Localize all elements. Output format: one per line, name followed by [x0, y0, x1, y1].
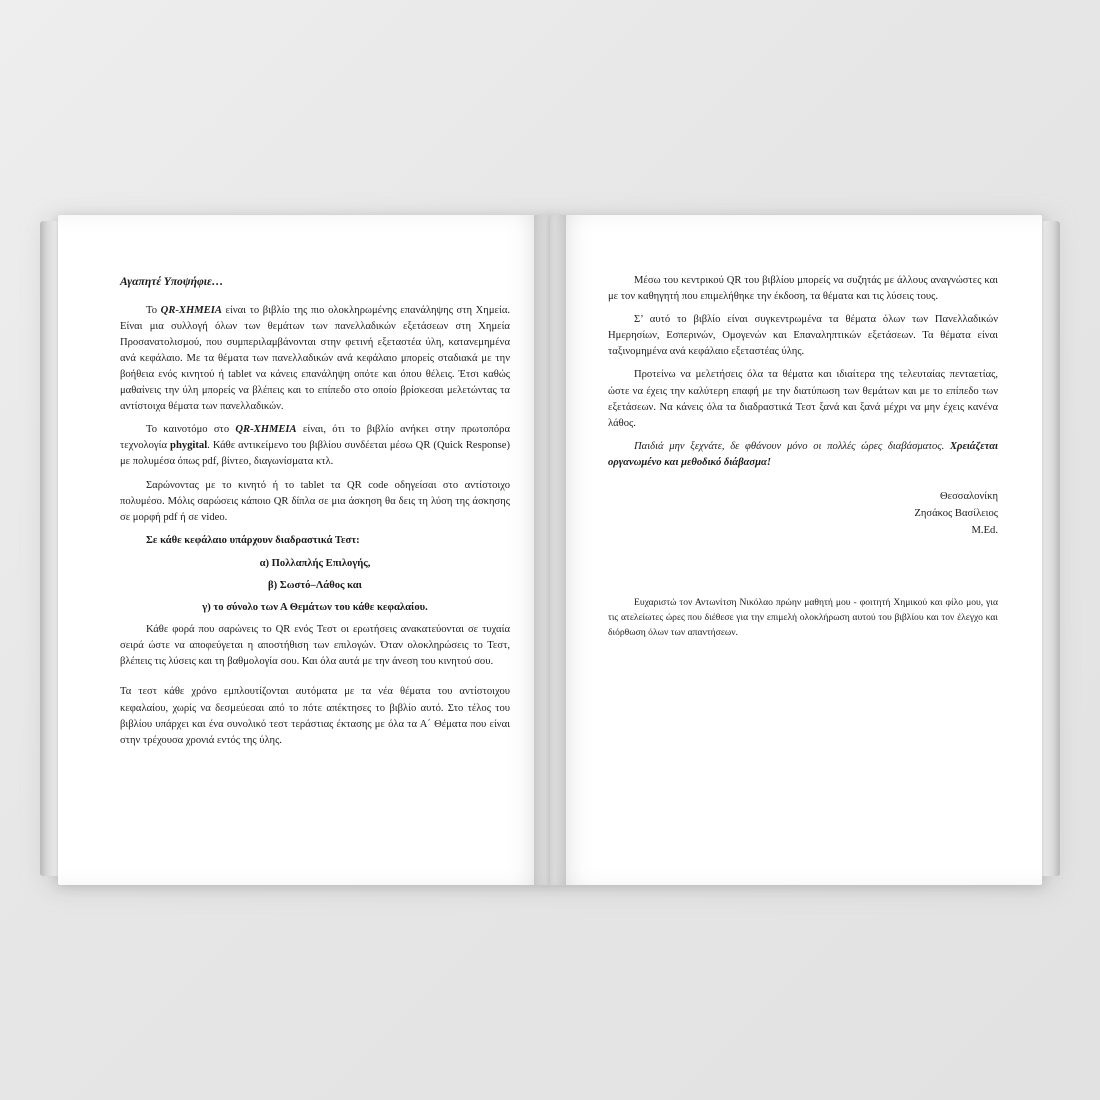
paragraph-5: [120, 684, 510, 748]
r4-run-1: Χρειάζεται οργανωμένο και μεθοδικό διάβασμα!: [608, 440, 998, 468]
p2-run-4: . Κάθε αντικείμενο του βιβλίου συνδέεται μέσω QR (Quick Response) με πολυμέσα όπως pdf, βίντεο, διαγωνίσματα κτλ.: [120, 440, 510, 468]
p4-run-0: Κάθε φορά που σαρώνεις το QR ενός Τεστ οι ερωτήσεις ανακατεύονται σε τυχαία σειρά ώστε να αποφεύγεται η αποστήθιση των επιλογών. Όταν ολοκληρώσεις το Τεστ, βλέπεις τις λύσεις και τη βαθμολογία σου. Και όλα αυτά με την άνεση του κινητού σου.: [120, 624, 510, 668]
signature-title: M.Ed.: [971, 524, 998, 536]
left-page-text-column: [120, 273, 510, 756]
r1-run-0: Μέσω του κεντρικού QR του βιβλίου μπορείς να συζητάς με άλλους αναγνώστες και με τον καθηγητή που επιμελήθηκε την έκδοση, τα θέματα και τις λύσεις τους.: [608, 275, 998, 303]
r3-run-0: Προτείνω να μελετήσεις όλα τα θέματα και ιδιαίτερα της τελευταίας πενταετίας, ώστε να έχεις την καλύτερη επαφή με την διατύπωση των θεμάτων και με το επίπεδο των εξετάσεων. Να κάνεις όλα τα διαδραστικά Τεστ ξανά και ξανά μέχρι να μην έχεις κανένα λάθος.: [608, 369, 998, 429]
paragraph-2: [120, 422, 510, 470]
p1-run-0: Το: [146, 304, 161, 316]
paragraph-4: [120, 622, 510, 670]
tests-heading: Σε κάθε κεφάλαιο υπάρχουν διαδραστικά Τεστ:: [146, 534, 360, 546]
right-paragraph-1: [608, 273, 998, 305]
p2-run-1-title: QR-XHMEIA: [235, 424, 297, 436]
tests-item-b: β) Σωστό–Λάθος και: [268, 580, 362, 592]
signature-city: Θεσσαλονίκη: [939, 491, 998, 503]
tests-item-a: α) Πολλαπλής Επιλογής,: [259, 557, 371, 569]
p5-run-0: Τα τεστ κάθε χρόνο εμπλουτίζονται αυτόματα με τα νέα θέματα του αντίστοιχου κεφαλαίου, χωρίς να δεσμεύεσαι από το πότε απέκτησες το βιβλίο αυτό. Στο τέλος του βιβλίου υπάρχει και ένα συνολικό τεστ τεράστιας έκτασης με όλα τα Α΄ Θέματα που είναι στην τρέχουσα χρονιά εντός της ύλης.: [120, 686, 510, 746]
p2-run-3-phygital: phygital: [170, 440, 208, 452]
salutation: Αγαπητέ Υποψήφιε…: [120, 275, 224, 288]
p1-run-1-title: QR-XHMEIA: [160, 304, 222, 316]
right-page-text-column: [608, 273, 998, 647]
right-paragraph-4-closing: [608, 439, 998, 471]
p3-run-0: Σαρώνοντας με το κινητό ή το tablet τα QR code οδηγείσαι στο αντίστοιχο πολυμέσο. Μόλις σαρώσεις κάποιο QR δίπλα σε μια άσκηση θα δεις τη λύση της άσκησης σε μορφή pdf ή σε video.: [120, 479, 510, 523]
left-page: [58, 215, 550, 885]
right-page: [550, 215, 1042, 885]
signature-block: [608, 489, 998, 540]
p2-run-0: Το καινοτόμο στο: [146, 424, 236, 436]
tests-item-c: γ) το σύνολο των Α Θεμάτων του κάθε κεφαλαίου.: [202, 602, 428, 614]
p1-run-2: είναι το βιβλίο της πιο ολοκληρωμένης επανάληψης στη Χημεία. Είναι μια συλλογή όλων των θεμάτων των πανελλαδικών εξετάσεων στη Χημεία Προσανατολισμού, που συμπεριλαμβάνονται στην φετινή εξεταστέα ύλη, κατανεμημένα ανά κεφάλαιο. Με τα θέματα των πανελλαδικών ανά κεφάλαιο μπορείς σταδιακά με την βοήθεια ενός κινητού ή tablet να κάνεις επανάληψη οπότε και όπου θέλεις. Έτσι καθώς μαθαίνεις την ύλη μπορείς να βλέπεις και το επίπεδο στο οποίο βρίσκεσαι μελετώντας τα αντίστοιχα θέματα των πανελλαδικών.: [120, 304, 511, 413]
right-paragraph-3: [608, 367, 998, 431]
p2-run-2: είναι, ότι το βιβλίο ανήκει στην πρωτοπόρα τεχνολογία: [120, 424, 510, 452]
open-book: [40, 215, 1060, 885]
r2-run-0: Σ’ αυτό το βιβλίο είναι συγκεντρωμένα τα θέματα όλων των Πανελλαδικών Ημερησίων, Εσπερινών, Ομογενών και Επαναληπτικών εξετάσεων. Τα θέματα είναι ταξινομημένα ανά κεφάλαιο εξεταστέας ύλης.: [608, 314, 998, 358]
right-paragraph-2: [608, 312, 998, 360]
paragraph-1: [120, 303, 510, 416]
paragraph-3: [120, 478, 510, 526]
acknowledgement: Ευχαριστώ τον Αντωνίτση Νικόλαο πρώην μαθητή μου - φοιτητή Χημικού και φίλο μου, για τις ατελείωτες ώρες που διέθεσε για την επιμελή ολοκλήρωση αυτού του βιβλίου και τον έλεγχο και διόρθωση όλων των απαντήσεων.: [608, 596, 998, 638]
r4-run-0: Παιδιά μην ξεχνάτε, δε φθάνουν μόνο οι πολλές ώρες διαβάσματος.: [634, 440, 950, 452]
signature-name: Ζησάκος Βασίλειος: [914, 507, 998, 519]
